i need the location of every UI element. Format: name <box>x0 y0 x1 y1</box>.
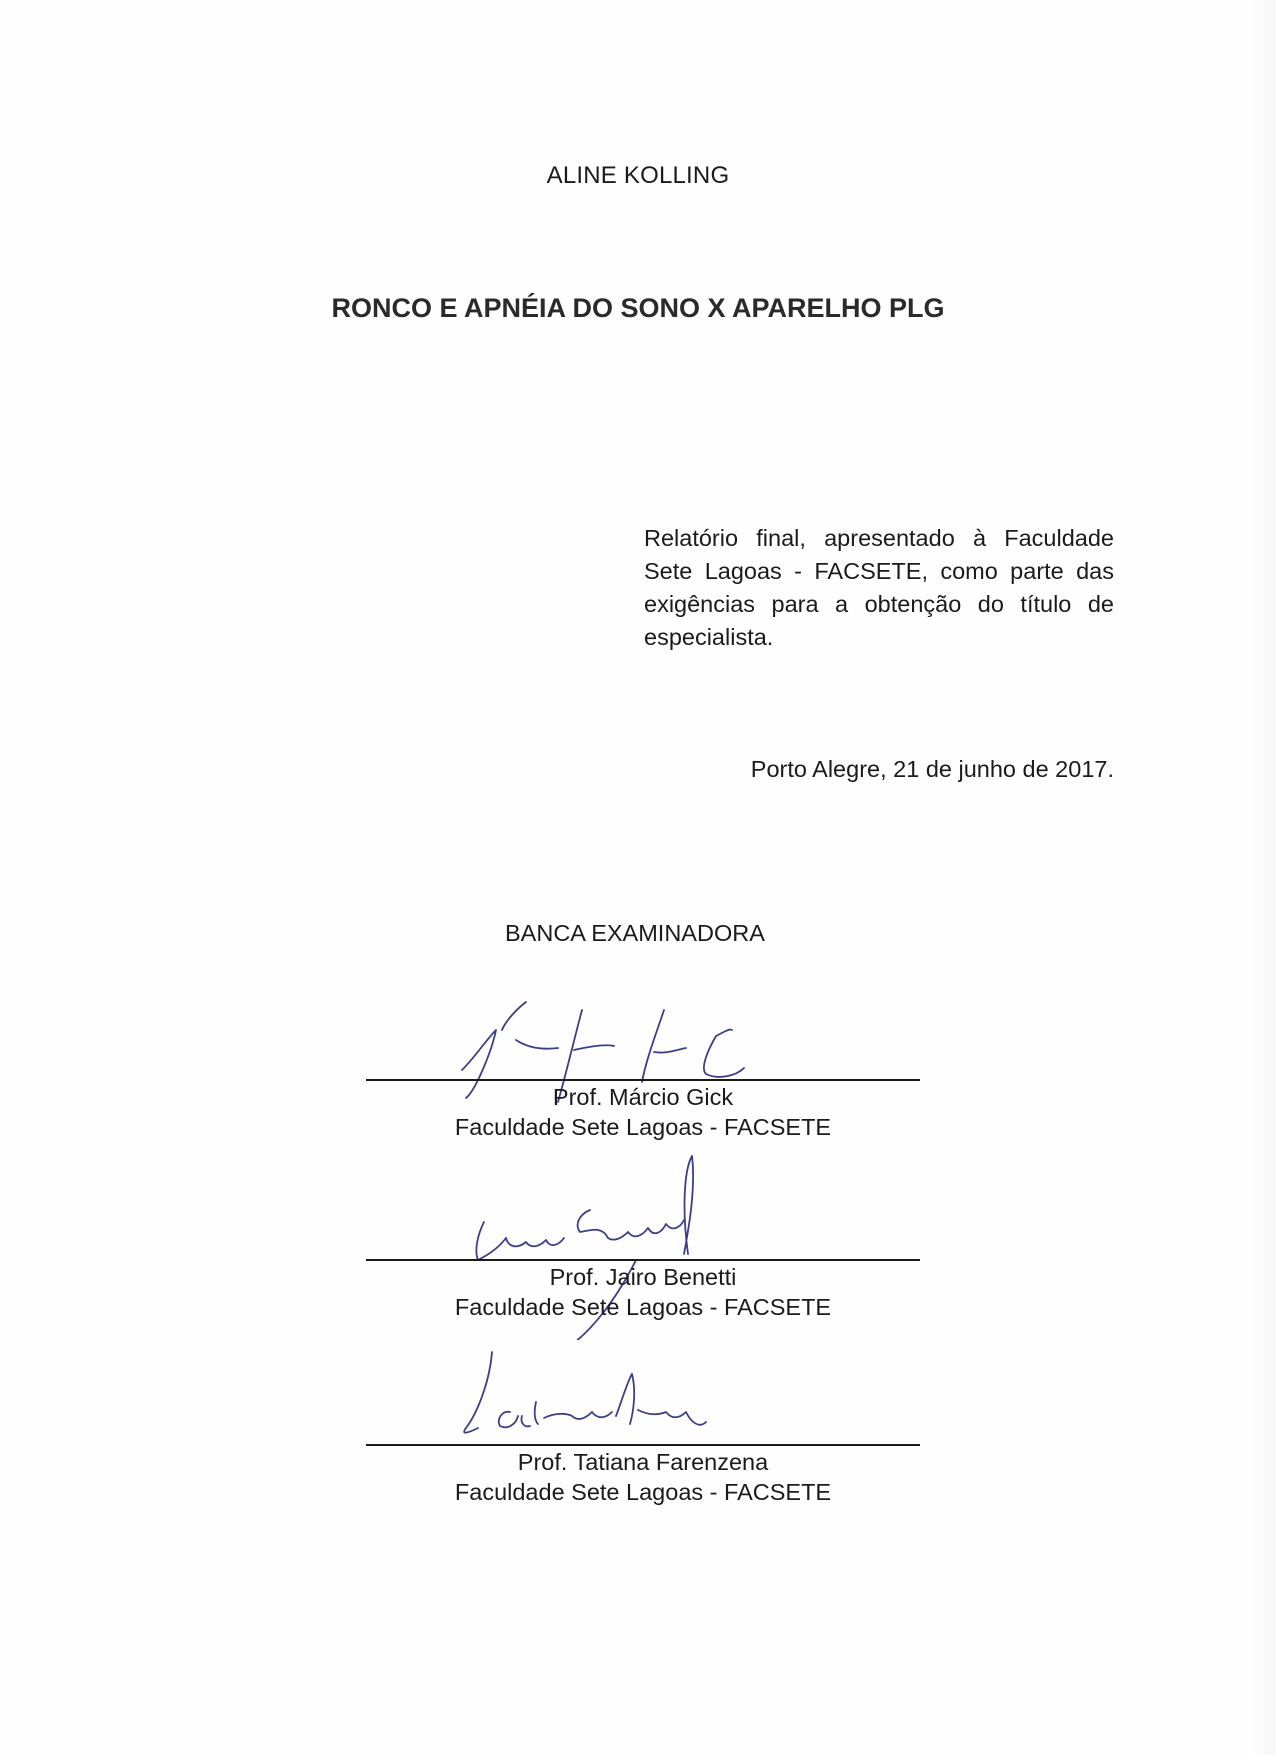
examiner-institution: Faculdade Sete Lagoas - FACSETE <box>454 1479 832 1505</box>
document-title: RONCO E APNÉIA DO SONO X APARELHO PLG <box>331 293 945 323</box>
examiner-signature-block <box>366 1150 920 1340</box>
examiner-institution: Faculdade Sete Lagoas - FACSETE <box>454 1294 832 1320</box>
scan-edge-shadow <box>1250 0 1276 1755</box>
signature-line <box>366 1444 920 1446</box>
examiner-institution: Faculdade Sete Lagoas - FACSETE <box>454 1114 832 1140</box>
signature-line <box>366 1079 920 1081</box>
author-name: ALINE KOLLING <box>546 162 730 189</box>
signature-line <box>366 1259 920 1261</box>
purpose-statement: Relatório final, apresentado à Faculdade Sete Lagoas - FACSETE, como parte das exigências para a obtenção do título de especialista. <box>644 525 1114 650</box>
place-date: Porto Alegre, 21 de junho de 2017. <box>750 756 1114 782</box>
board-heading: BANCA EXAMINADORA <box>505 920 765 946</box>
examiner-name: Prof. Márcio Gick <box>552 1084 734 1110</box>
examiner-signature-block <box>366 990 920 1140</box>
examiner-signature-block <box>366 1350 920 1510</box>
examiner-name: Prof. Tatiana Farenzena <box>517 1449 769 1475</box>
examiner-name: Prof. Jairo Benetti <box>549 1264 737 1290</box>
